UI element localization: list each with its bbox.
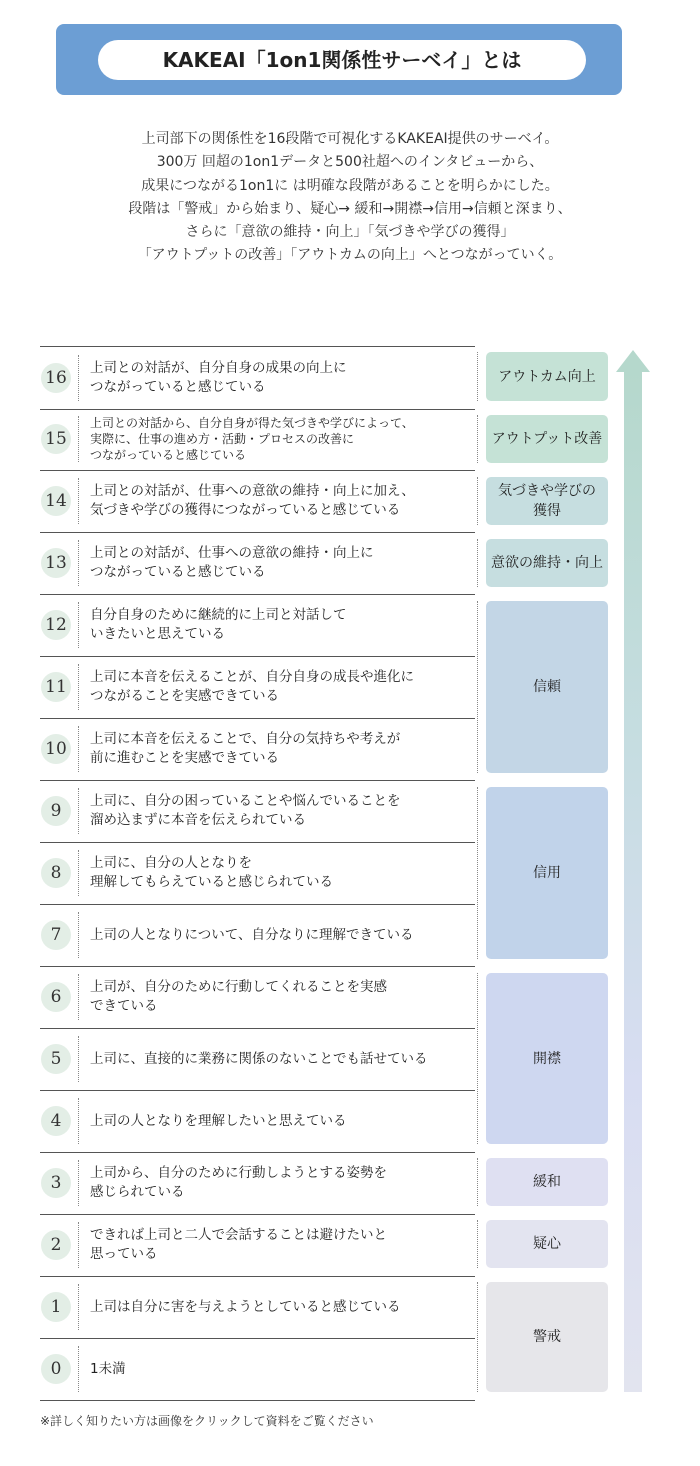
intro-line: 「アウトプットの改善」「アウトカムの向上」へとつながっていく。	[137, 247, 563, 264]
progress-arrow-shaft	[624, 370, 642, 1392]
level-number-badge: 8	[41, 858, 71, 888]
stage-dotted-divider	[477, 352, 478, 401]
stage-dotted-divider	[477, 539, 478, 587]
stage-dotted-divider	[477, 973, 478, 1144]
stage-dotted-divider	[477, 1158, 478, 1206]
up-arrow-icon	[616, 350, 650, 372]
dotted-divider	[78, 850, 79, 896]
stage-dotted-divider	[477, 787, 478, 959]
dotted-divider	[78, 478, 79, 524]
dotted-divider	[78, 974, 79, 1020]
level-row	[40, 594, 475, 657]
level-row	[40, 904, 475, 967]
level-number-badge: 0	[41, 1354, 71, 1384]
stage-label: 疑心	[486, 1220, 608, 1268]
level-row	[40, 470, 475, 533]
page-title: KAKEAI「1on1関係性サーベイ」とは	[98, 40, 586, 80]
level-description: 上司との対話が、自分自身の成果の向上に つながっていると感じている	[90, 360, 347, 395]
level-number-badge: 16	[41, 363, 71, 393]
dotted-divider	[78, 540, 79, 586]
level-description: 上司に、直接的に業務に関係のないことでも話せている	[90, 1051, 428, 1067]
dotted-divider	[78, 664, 79, 710]
level-number-badge: 11	[41, 672, 71, 702]
level-row	[40, 1090, 475, 1153]
level-description: 上司との対話から、自分自身が得た気づきや学びによって、 実際に、仕事の進め方・活動・プロセスの改善に つながっていると感じている	[90, 416, 414, 462]
stage-dotted-divider	[477, 1282, 478, 1392]
level-row	[40, 408, 475, 471]
level-row	[40, 1028, 475, 1091]
dotted-divider	[78, 1098, 79, 1144]
dotted-divider	[78, 355, 79, 401]
level-row	[40, 966, 475, 1029]
stage-label: 開襟	[486, 973, 608, 1144]
level-description: 上司との対話が、仕事への意欲の維持・向上に つながっていると感じている	[90, 545, 374, 580]
level-description: 上司との対話が、仕事への意欲の維持・向上に加え、 気づきや学びの獲得につながっていると感じている	[90, 483, 415, 518]
stage-dotted-divider	[477, 601, 478, 773]
level-number-badge: 3	[41, 1168, 71, 1198]
stage-label: 警戒	[486, 1282, 608, 1392]
intro-line: さらに「意欲の維持・向上」「気づきや学びの獲得」	[185, 224, 515, 241]
stage-label: 意欲の維持・向上	[486, 539, 608, 587]
level-row	[40, 718, 475, 781]
level-number-badge: 7	[41, 920, 71, 950]
intro-text	[40, 128, 660, 268]
level-row	[40, 1276, 475, 1339]
level-description: 上司に、自分の人となりを 理解してもらえていると感じられている	[90, 855, 333, 890]
stage-dotted-divider	[477, 415, 478, 463]
stage-label: 緩和	[486, 1158, 608, 1206]
level-description: 上司に本音を伝えることで、自分の気持ちや考えが 前に進むことを実感できている	[90, 731, 401, 766]
level-row	[40, 656, 475, 719]
level-description: 上司が、自分のために行動してくれることを実感 できている	[90, 979, 387, 1014]
dotted-divider	[78, 1160, 79, 1206]
level-description: 自分自身のために継続的に上司と対話して いきたいと思えている	[90, 607, 347, 642]
intro-line: 段階は「警戒」から始まり、疑心→ 緩和→開襟→信用→信頼と深まり、	[128, 200, 572, 217]
dotted-divider	[78, 1346, 79, 1392]
level-description: 上司に、自分の困っていることや悩んでいることを 溜め込まずに本音を伝えられている	[90, 793, 401, 828]
stage-label: アウトカム向上	[486, 352, 608, 401]
intro-line: 上司部下の関係性を16段階で可視化するKAKEAI提供のサーベイ。	[141, 131, 559, 147]
dotted-divider	[78, 1284, 79, 1330]
stage-label: 信頼	[486, 601, 608, 773]
level-number-badge: 12	[41, 610, 71, 640]
stage-label: 信用	[486, 787, 608, 959]
level-row	[40, 346, 475, 410]
level-number-badge: 1	[41, 1292, 71, 1322]
level-description: 上司の人となりについて、自分なりに理解できている	[90, 927, 414, 943]
dotted-divider	[78, 788, 79, 834]
dotted-divider	[78, 602, 79, 648]
level-row	[40, 1338, 475, 1401]
stage-dotted-divider	[477, 477, 478, 525]
dotted-divider	[78, 726, 79, 772]
level-description: 上司の人となりを理解したいと思えている	[90, 1113, 347, 1129]
level-number-badge: 2	[41, 1230, 71, 1260]
intro-line: 成果につながる1on1に は明確な段階があることを明らかにした。	[141, 177, 559, 194]
level-description: 上司から、自分のために行動しようとする姿勢を 感じられている	[90, 1165, 387, 1200]
level-row	[40, 1152, 475, 1215]
dotted-divider	[78, 1036, 79, 1082]
stage-label: 気づきや学びの 獲得	[486, 477, 608, 525]
footnote: ※詳しく知りたい方は画像をクリックして資料をご覧ください	[40, 1414, 374, 1428]
stage-dotted-divider	[477, 1220, 478, 1268]
level-row	[40, 532, 475, 595]
dotted-divider	[78, 416, 79, 462]
level-row	[40, 1214, 475, 1277]
level-number-badge: 15	[41, 424, 71, 454]
level-number-badge: 6	[41, 982, 71, 1012]
level-description: 上司に本音を伝えることが、自分自身の成長や進化に つながることを実感できている	[90, 669, 414, 704]
stage-label: アウトプット改善	[486, 415, 608, 463]
level-number-badge: 4	[41, 1106, 71, 1136]
level-row	[40, 842, 475, 905]
level-number-badge: 5	[41, 1044, 71, 1074]
level-number-badge: 10	[41, 734, 71, 764]
level-number-badge: 13	[41, 548, 71, 578]
level-number-badge: 9	[41, 796, 71, 826]
dotted-divider	[78, 912, 79, 958]
level-description: できれば上司と二人で会話することは避けたいと 思っている	[90, 1227, 387, 1262]
level-number-badge: 14	[41, 486, 71, 516]
intro-line: 300万 回超の1on1データと500社超へのインタビューから、	[156, 154, 544, 171]
level-description: 1未満	[90, 1361, 126, 1377]
level-row	[40, 780, 475, 843]
level-description: 上司は自分に害を与えようとしていると感じている	[90, 1299, 401, 1315]
dotted-divider	[78, 1222, 79, 1268]
